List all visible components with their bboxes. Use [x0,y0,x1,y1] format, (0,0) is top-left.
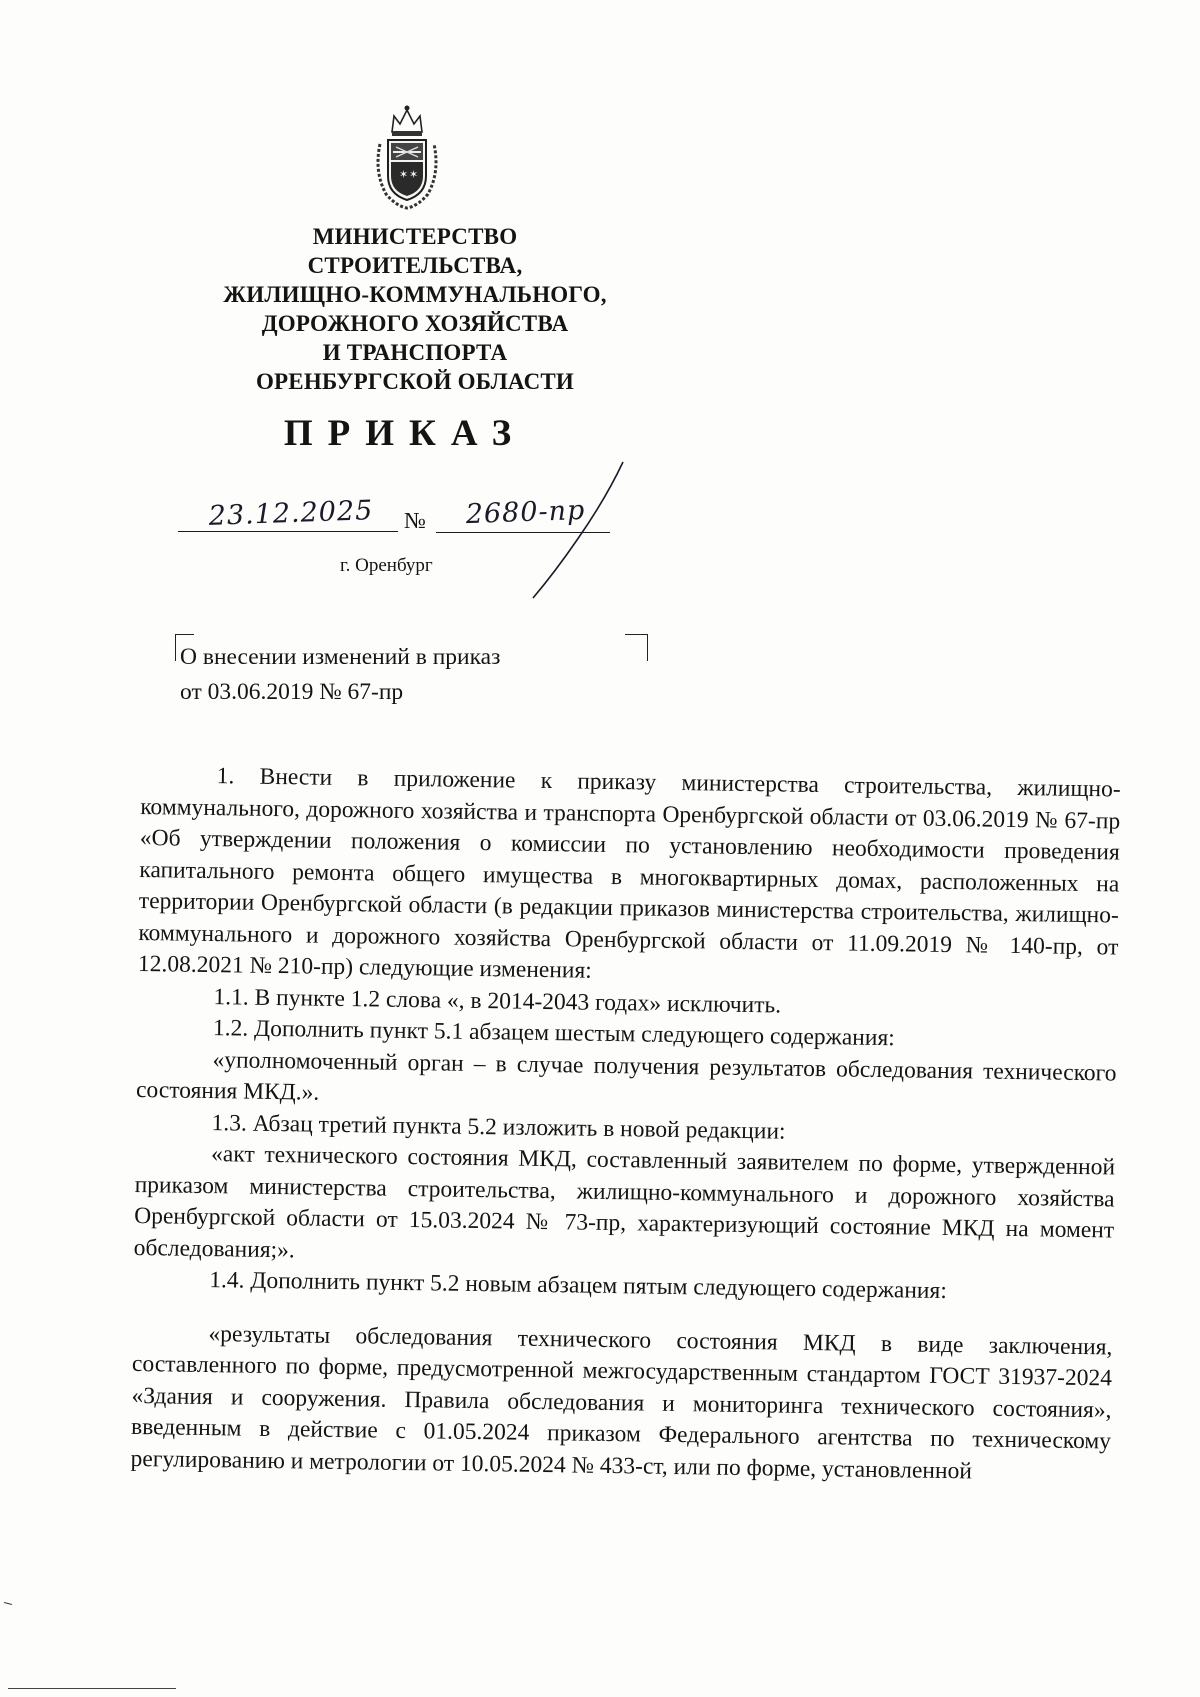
order-subject [180,640,500,710]
ministry-line: СТРОИТЕЛЬСТВА, [307,253,523,278]
body-paragraph: 1. Внести в приложение к приказу министерства строительства, жилищно-коммунального, дорожного хозяйства и транспорта Оренбургской области от 03.06.2019 № 67-пр «Об утверждении положения о комиссии по установлению необходимости проведения капитального ремонта общего имущества в многоквартирных домах, расположенных на территории Оренбургской области (в редакции приказов министерства строительства, жилищно-коммунального и дорожного хозяйства Оренбургской области от 11.09.2019 № 140-пр, от 12.08.2021 № 210-пр) следующие изменения: [137,763,1121,984]
body-paragraph: «результаты обследования технического состояния МКД в виде заключения, составленного по форме, предусмотренной межгосударственным стандартом ГОСТ 31937-2024 «Здания и сооружения. Правила обследования и мониторинга технического состояния», введенным в действие с 01.05.2024 приказом Федерального агентства по техническому регулированию и метрологии от 10.05.2024 № 433-ст, или по форме, установленной [130,1320,1113,1484]
pen-stroke-mark [515,460,625,600]
svg-text:✶: ✶ [409,168,419,181]
order-date: 23.12.2025 [208,495,374,532]
scan-edge-mark [4,1602,12,1605]
body-paragraph: 1.4. Дополнить пункт 5.2 новым абзацем пятым следующего содержания: [209,1267,948,1305]
subject-bracket-right [625,634,648,661]
body-paragraph: 1.1. В пункте 1.2 слова «, в 2014-2043 годах» исключить. [213,983,782,1019]
subject-line: от 03.06.2019 № 67-пр [180,679,404,705]
ministry-line: И ТРАНСПОРТА [322,340,508,365]
issue-city: г. Оренбург [340,555,433,576]
number-sign: № [404,508,426,533]
orenburg-coat-of-arms-icon [372,102,442,210]
ministry-line: ДОРОЖНОГО ХОЗЯЙСТВА [261,311,569,336]
document-type-title: ПРИКАЗ [283,413,527,454]
body-paragraph: «уполномоченный орган – в случае получения результатов обследования технического состояния МКД.». [135,1046,1117,1106]
svg-text:✶: ✶ [399,168,409,181]
footer-rule [8,1688,176,1689]
body-paragraph: 1.2. Дополнить пункт 5.1 абзацем шестым следующего содержания: [212,1015,895,1052]
ministry-line: МИНИСТЕРСТВО [312,224,518,249]
date-underline [178,531,398,532]
body-paragraph: «акт технического состояния МКД, составленный заявителем по форме, утвержденной приказом министерства строительства, жилищно-коммунального и дорожного хозяйства Оренбургской области от 15.03.2024 № 73-пр, характеризующий состояние МКД на момент обследования;». [133,1141,1116,1263]
ministry-name [190,222,640,396]
body-paragraph: 1.3. Абзац третий пункта 5.2 изложить в новой редакции: [211,1109,786,1145]
order-body [130,760,1120,1489]
subject-line: О внесении изменений в приказ [180,644,501,670]
order-number: 2680-пр [465,494,586,531]
ministry-line: ОРЕНБУРГСКОЙ ОБЛАСТИ [255,369,575,394]
ministry-line: ЖИЛИЩНО-КОММУНАЛЬНОГО, [223,282,607,307]
